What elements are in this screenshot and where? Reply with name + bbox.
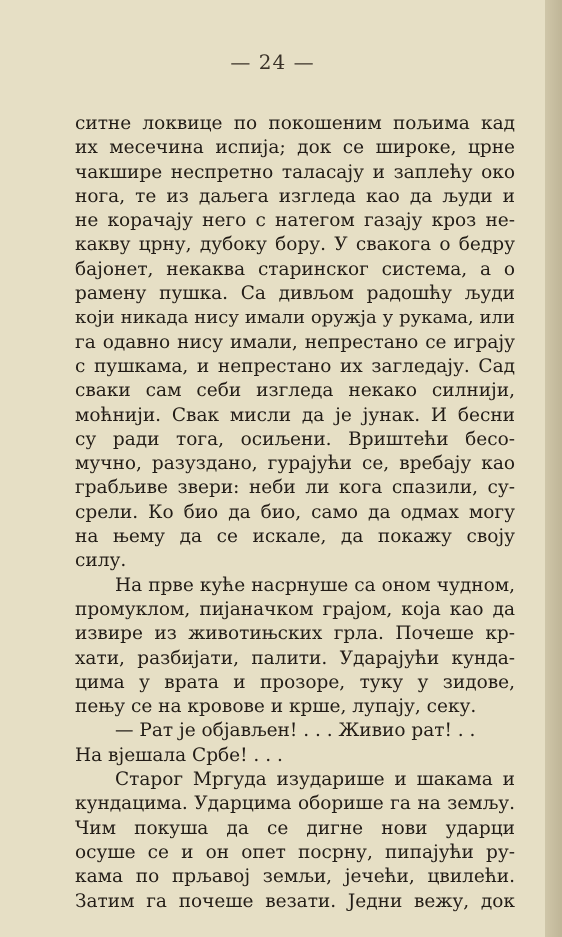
text-line: који никада нису имали оружја у рукама, или [75,307,515,329]
text-line: моћнији. Свак мисли да је јунак. И бесни [75,404,515,426]
text-line: На вјешала Србе! . . . [75,744,283,766]
text-line: силу. [75,550,127,572]
text-line: ситне локвице по покошеним пољима кад [75,113,515,134]
text-line: — Рат је објављен! . . . Живио рат! . . [115,720,476,742]
text-line: пењу се на кровове и крше, лупају, секу. [75,696,477,718]
text-line: их месечина испија; док се широке, црне [75,137,515,159]
text-line: Старог Мргуда изударише и шакама и [115,769,515,791]
page-edge [545,0,562,937]
text-line: с пушкама, и непрестано их загледају. Сад [75,355,515,377]
text-line: чакшире неспретно таласају и заплећу око [75,161,515,183]
page-number: — 24 — [230,50,315,74]
text-line: мучно, разуздано, гурајући се, вребају као [75,453,515,475]
text-line: цима у врата и прозоре, туку у зидове, [75,671,515,693]
text-line: хати, разбијати, палити. Ударајући кунда- [75,647,515,669]
text-line: На прве куће насрнуше са оном чудном, [115,574,515,596]
text-line: осуше се и он опет посрну, пипајући ру- [75,841,515,863]
text-line: га одавно нису имали, непрестано се играју [75,331,515,353]
text-line: какву црну, дубоку бору. У свакога о бедру [75,234,515,256]
text-line: бајонет, некаква старинског система, а о [75,258,515,280]
text-line: кама по прљавој земљи, јечећи, цвилећи. [75,866,515,888]
text-line: Затим га почеше везати. Једни вежу, док [75,890,515,912]
text-line: на њему да се искале, да покажу своју [75,526,515,548]
text-line: кундацима. Ударцима оборише га на земљу. [75,793,515,815]
text-line: срели. Ко био да био, само да одмах могу [75,501,515,523]
text-line: нога, те из даљега изгледа као да људи и [75,185,515,207]
text-line: Чим покуша да се дигне нови ударци [75,817,515,839]
text-line: су ради тога, осиљени. Вриштећи бесо- [75,428,515,450]
text-line: сваки сам себи изгледа некако силнији, [75,380,515,402]
body-text [75,112,515,914]
text-line: не корачају него с натегом газају кроз не- [75,210,515,232]
text-line: грабљиве звери: неби ли кога спазили, су- [75,477,515,499]
text-line: извире из животињских грла. Почеше кр- [75,623,515,645]
text-line: промуклом, пијаначком грајом, која као да [75,598,515,620]
text-line: рамену пушка. Са дивљом радошћу људи [75,283,515,305]
